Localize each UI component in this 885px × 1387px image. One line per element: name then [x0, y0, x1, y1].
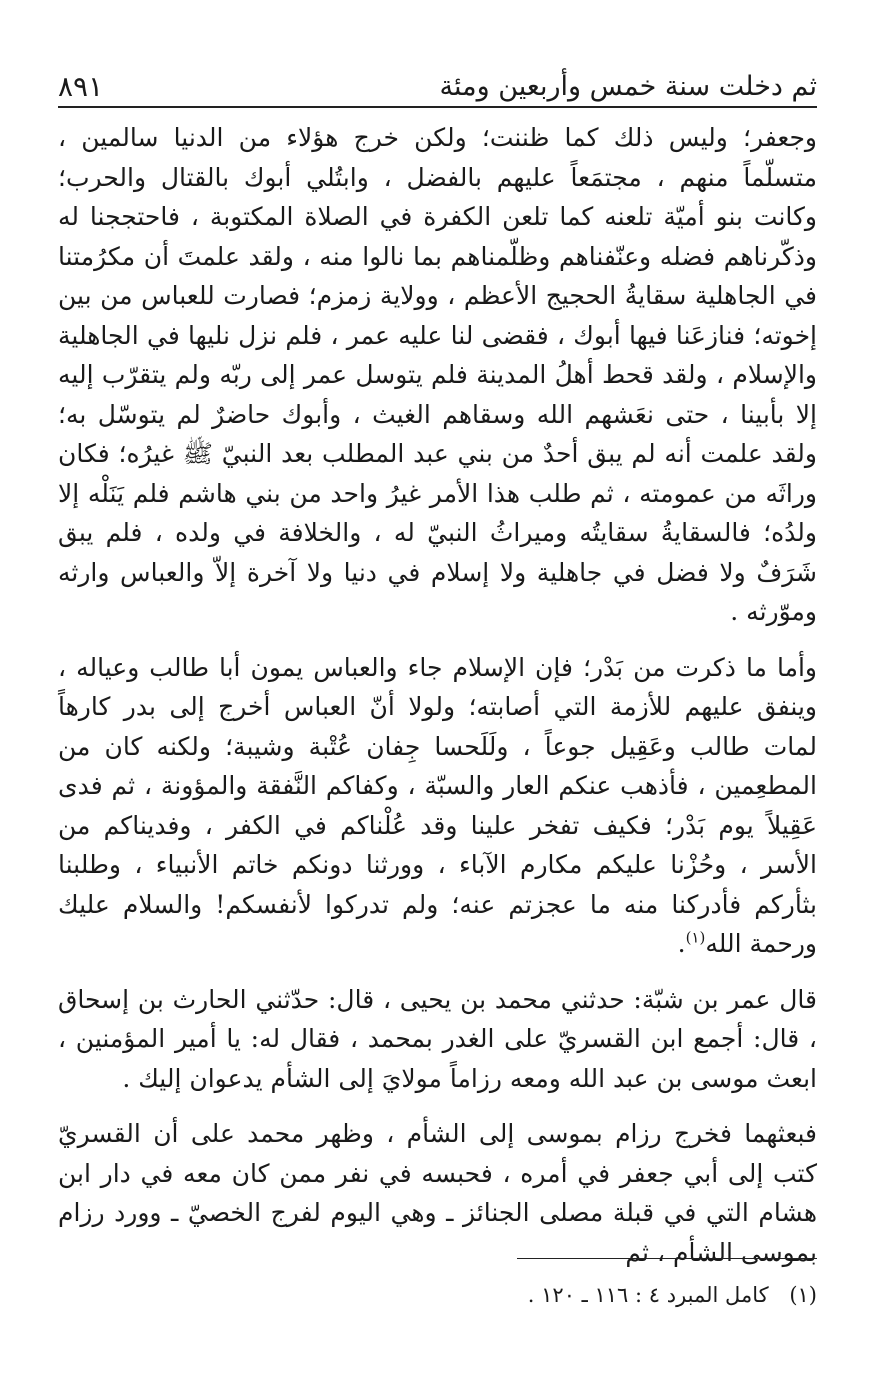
- main-text: [58, 118, 817, 1272]
- running-title: ثم دخلت سنة خمس وأربعين ومئة: [439, 71, 817, 102]
- footnote: [58, 1280, 817, 1310]
- paragraph: وجعفر؛ وليس ذلك كما ظننت؛ ولكن خرج هؤلاء من الدنيا سالمين ، متسلّماً منهم ، مجتمَعاً عليهم بالفضل ، وابتُلي أبوك بالقتال والحرب؛ وكانت بنو أميّة تلعنه كما تلعن الكفرة في الصلاة المكتوبة ، فاحتججنا له وذكّرناهم فضله وعنّفناهم وظلّمناهم بما نالوا منه ، ولقد علمتَ أن مكرُمتنا في الجاهلية سقايةُ الحجيج الأعظم ، وولاية زمزم؛ فصارت للعباس من بين إخوته؛ فنازعَنا فيها أبوك ، فقضى لنا عليه عمر ، فلم نزل نليها في الجاهلية والإسلام ، ولقد قحط أهلُ المدينة فلم يتوسل عمر إلى ربّه ولم يتقرّب إليه إلا بأبينا ، حتى نعَشهم الله وسقاهم الغيث ، وأبوك حاضرٌ لم يتوسّل به؛ ولقد علمت أنه لم يبق أحدٌ من بني عبد المطلب بعد النبيّ ﷺ غيرُه؛ فكان وراثَه من عمومته ، ثم طلب هذا الأمر غيرُ واحد من بني هاشم فلم يَنَلْه إلا ولدُه؛ فالسقايةُ سقايتُه وميراثُ النبيّ له ، والخلافة في ولده ، فلم يبق شَرَفٌ ولا فضل في جاهلية ولا إسلام في دنيا ولا آخرة إلاّ والعباس وارثه وموّرثه .: [58, 123, 817, 626]
- footnote-text: كامل المبرد ٤ : ١١٦ ـ ١٢٠ .: [527, 1283, 769, 1307]
- paragraph: [58, 648, 817, 964]
- footnote-divider: [517, 1258, 817, 1259]
- page-number: ٨٩١: [58, 70, 104, 103]
- paragraph: فبعثهما فخرج رزام بموسى إلى الشأم ، وظهر محمد على أن القسريّ كتب إلى أبي جعفر في أمره ، فحبسه في نفر ممن كان معه في دار ابن هشام التي في قبلة مصلى الجنائز ـ وهي اليوم لفرج الخصيّ ـ وورد رزام بموسى الشأم ، ثم: [58, 1119, 817, 1267]
- footnote-reference: (١): [685, 928, 706, 947]
- page-header: [58, 58, 817, 102]
- paragraph: قال عمر بن شبّة: حدثني محمد بن يحيى ، قال: حدّثني الحارث بن إسحاق ، قال: أجمع ابن القسريّ على الغدر بمحمد ، فقال له: يا أمير المؤمنين ، ابعث موسى بن عبد الله ومعه رزاماً مولايَ إلى الشأم يدعوان إليك .: [58, 984, 817, 1093]
- paragraph-end-mark: .: [677, 929, 686, 958]
- paragraph-text: وأما ما ذكرت من بَدْر؛ فإن الإسلام جاء والعباس يمون أبا طالب وعياله ، وينفق عليهم للأزمة التي أصابته؛ ولولا أنّ العباس أخرج إلى بدر كارهاً لمات طالب وعَقِيل جوعاً ، ولَلَحسا جِفان عُتْبة وشيبة؛ ولكنه كان من المطعِمين ، فأذهب عنكم العار والسبّة ، وكفاكم النَّفقة والمؤونة ، ثم فدى عَقِيلاً يوم بَدْر؛ فكيف تفخر علينا وقد عُلْناكم في الكفر ، وفديناكم من الأسر ، وحُزْنا عليكم مكارم الآباء ، وورثنا دونكم خاتم الأنبياء ، وطلبنا بثأركم فأدركنا منه ما عجزتم عنه؛ ولم تدركوا لأنفسكم! والسلام عليك ورحمة الله: [58, 652, 818, 958]
- footnote-number: (١): [789, 1283, 817, 1307]
- header-divider: [58, 106, 817, 108]
